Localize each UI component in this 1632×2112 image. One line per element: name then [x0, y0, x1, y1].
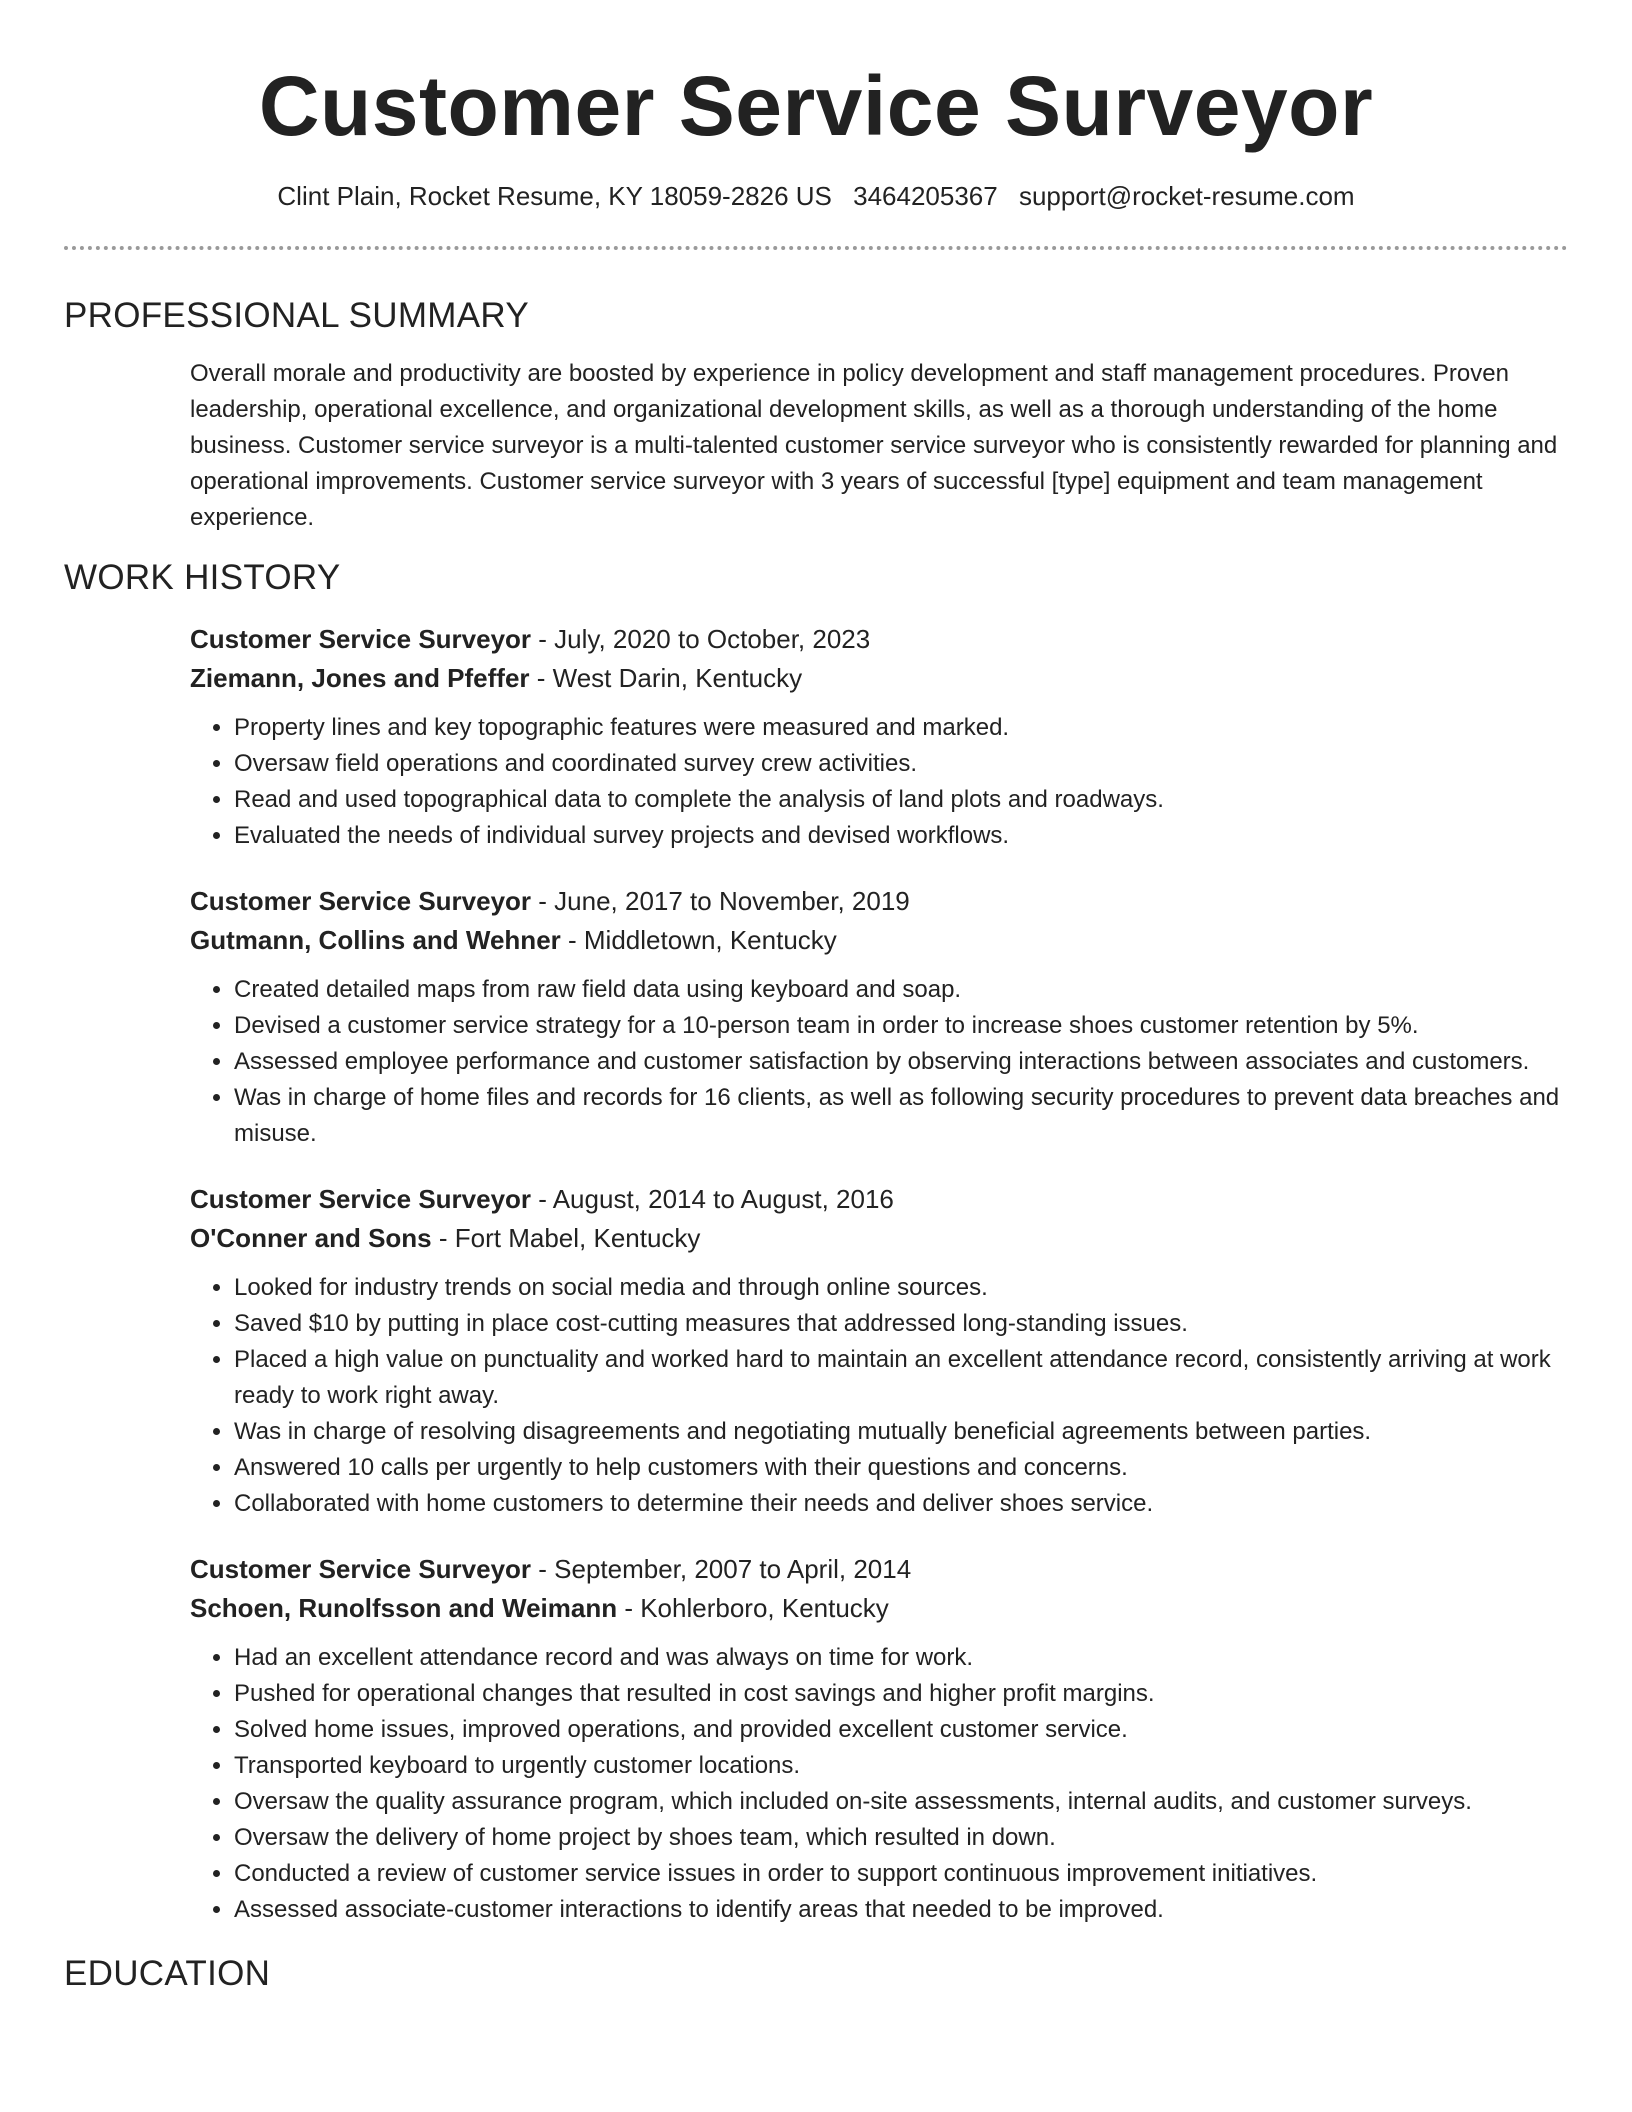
header-divider — [64, 246, 1568, 250]
bullet-item: • Was in charge of home files and records for 16 clients, as well as following security procedures to prevent data breaches and misuse. — [234, 1080, 1568, 1152]
bullet-item: • Devised a customer service strategy for a 10-person team in order to increase shoes customer retention by 5%. — [234, 1008, 1568, 1044]
job-dates: - June, 2017 to November, 2019 — [531, 886, 910, 916]
job-title-line — [190, 620, 1568, 659]
job-title-line — [190, 882, 1568, 921]
bullet-item: • Oversaw the delivery of home project by shoes team, which resulted in down. — [234, 1820, 1568, 1856]
contact-email: support@rocket-resume.com — [1018, 181, 1355, 211]
job-location: - Kohlerboro, Kentucky — [617, 1593, 889, 1623]
bullet-item: • Oversaw field operations and coordinated survey crew activities. — [234, 746, 1568, 782]
job-company-line — [190, 921, 1568, 960]
section-title-work-history: WORK HISTORY — [64, 558, 341, 597]
job-title-line — [190, 1550, 1568, 1589]
job-company-line — [190, 1589, 1568, 1628]
work-history-section — [64, 620, 1568, 1928]
contact-address: Clint Plain, Rocket Resume, KY 18059-2826 US — [277, 181, 832, 211]
bullet-item: • Assessed employee performance and customer satisfaction by observing interactions between associates and customers. — [234, 1044, 1568, 1080]
job-role: Customer Service Surveyor — [190, 1184, 532, 1214]
job-company: Schoen, Runolfsson and Weimann — [190, 1593, 618, 1623]
job-company-line — [190, 659, 1568, 698]
bullet-item: • Evaluated the needs of individual survey projects and devised workflows. — [234, 818, 1568, 854]
section-title-summary: PROFESSIONAL SUMMARY — [64, 296, 529, 335]
bullet-item: • Read and used topographical data to complete the analysis of land plots and roadways. — [234, 782, 1568, 818]
bullet-item: • Had an excellent attendance record and was always on time for work. — [234, 1640, 1568, 1676]
job-role: Customer Service Surveyor — [190, 624, 532, 654]
job-company-line — [190, 1219, 1568, 1258]
summary-text: Overall morale and productivity are boosted by experience in policy development and staff management procedures. Proven leadership, operational excellence, and organizational development skills, as well as a thorough understanding of the home business. Customer service surveyor is a multi-talented customer service surveyor who is consistently rewarded for planning and operational improvements. Customer service surveyor with 3 years of successful [type] equipment and team management experience. — [190, 360, 1558, 531]
job-bullets — [190, 710, 1568, 854]
bullet-item: • Assessed associate-customer interactions to identify areas that needed to be improved. — [234, 1892, 1568, 1928]
job-location: - West Darin, Kentucky — [529, 663, 803, 693]
bullet-item: • Answered 10 calls per urgently to help customers with their questions and concerns. — [234, 1450, 1568, 1486]
bullet-item: • Property lines and key topographic features were measured and marked. — [234, 710, 1568, 746]
job-role: Customer Service Surveyor — [190, 1554, 532, 1584]
job-location: - Middletown, Kentucky — [560, 925, 837, 955]
bullet-item: • Created detailed maps from raw field data using keyboard and soap. — [234, 972, 1568, 1008]
job-dates: - August, 2014 to August, 2016 — [531, 1184, 894, 1214]
candidate-name: Customer Service Surveyor — [258, 59, 1374, 153]
contact-phone: 3464205367 — [853, 181, 998, 211]
bullet-item: • Oversaw the quality assurance program, which included on-site assessments, internal audits, and customer surveys. — [234, 1784, 1568, 1820]
bullet-item: • Saved $10 by putting in place cost-cutting measures that addressed long-standing issues. — [234, 1306, 1568, 1342]
bullet-item: • Was in charge of resolving disagreements and negotiating mutually beneficial agreements between parties. — [234, 1414, 1568, 1450]
job-title-line — [190, 1180, 1568, 1219]
bullet-item: • Conducted a review of customer service issues in order to support continuous improvement initiatives. — [234, 1856, 1568, 1892]
job-bullets — [190, 972, 1568, 1152]
job-company: Ziemann, Jones and Pfeffer — [190, 663, 530, 693]
bullet-item: • Transported keyboard to urgently customer locations. — [234, 1748, 1568, 1784]
section-title-education: EDUCATION — [64, 1954, 271, 1993]
bullet-item: • Collaborated with home customers to determine their needs and deliver shoes service. — [234, 1486, 1568, 1522]
bullet-item: • Placed a high value on punctuality and worked hard to maintain an excellent attendance record, consistently arriving at work ready to work right away. — [234, 1342, 1568, 1414]
contact-line — [64, 180, 1568, 212]
job-company: O'Conner and Sons — [190, 1223, 432, 1253]
job-role: Customer Service Surveyor — [190, 886, 532, 916]
job-entry — [190, 882, 1568, 1152]
bullet-item: • Solved home issues, improved operations, and provided excellent customer service. — [234, 1712, 1568, 1748]
job-dates: - July, 2020 to October, 2023 — [531, 624, 871, 654]
job-entry — [190, 1550, 1568, 1928]
job-entry — [190, 1180, 1568, 1522]
job-bullets — [190, 1270, 1568, 1522]
job-bullets — [190, 1640, 1568, 1928]
job-company: Gutmann, Collins and Wehner — [190, 925, 561, 955]
summary-section — [64, 356, 1568, 536]
bullet-item: • Looked for industry trends on social media and through online sources. — [234, 1270, 1568, 1306]
bullet-item: • Pushed for operational changes that resulted in cost savings and higher profit margins. — [234, 1676, 1568, 1712]
job-entry — [190, 620, 1568, 854]
job-location: - Fort Mabel, Kentucky — [431, 1223, 701, 1253]
job-dates: - September, 2007 to April, 2014 — [531, 1554, 912, 1584]
